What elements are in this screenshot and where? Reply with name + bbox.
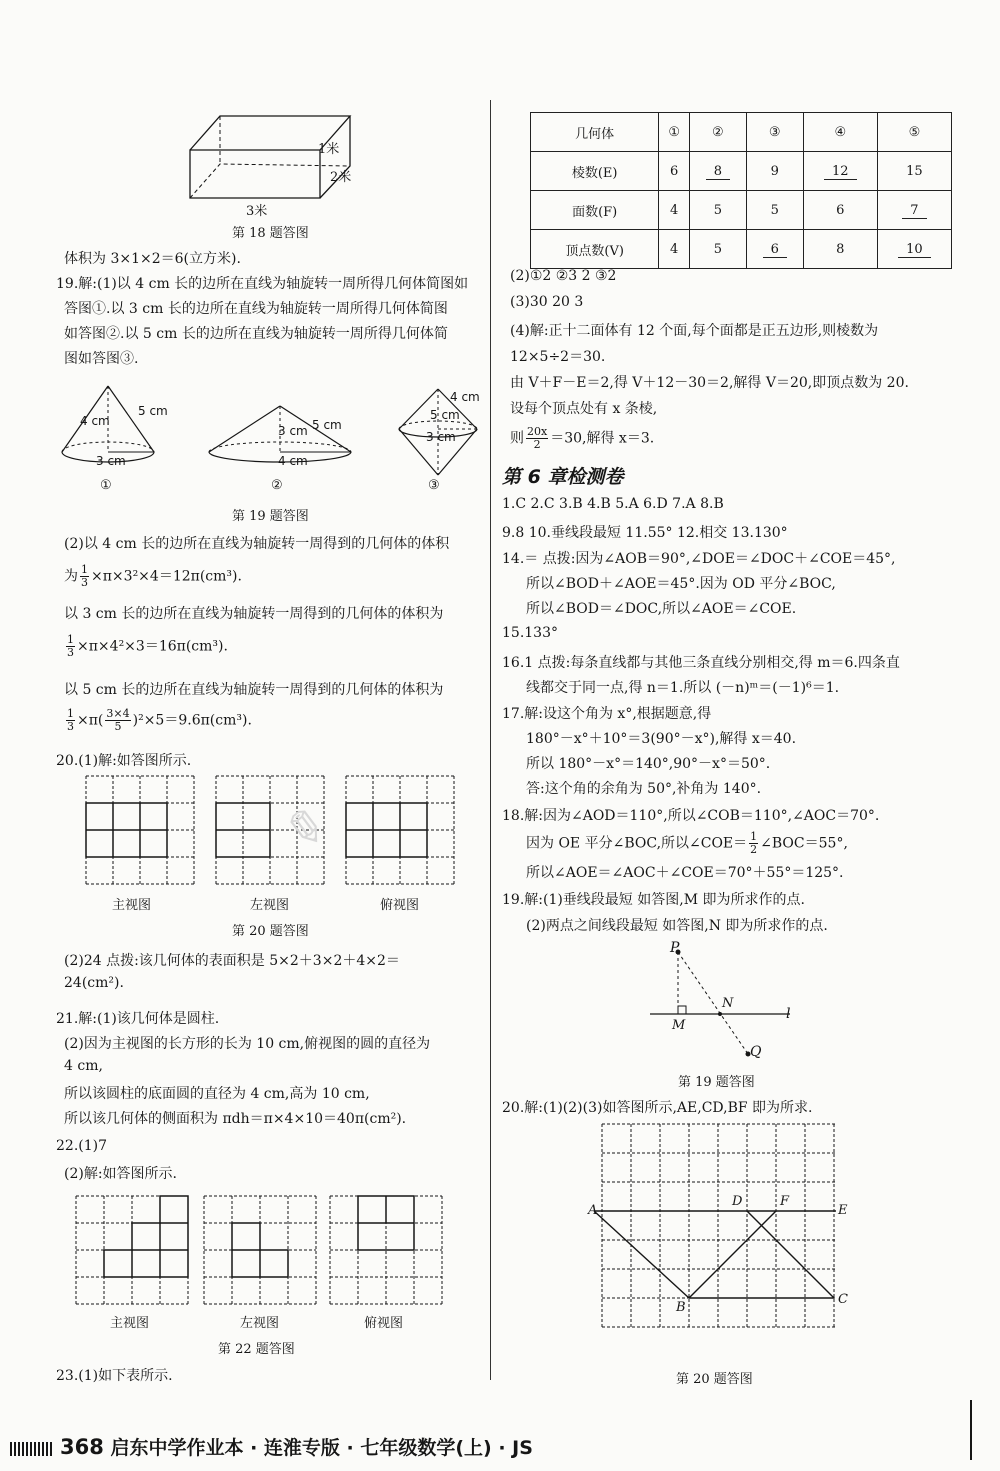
fig18-cuboid — [180, 110, 370, 220]
fig20-point-d: D — [732, 1194, 743, 1209]
fig18-label-1m: 1米 — [318, 142, 340, 157]
ch6-a16b: 线都交于同一点,得 n＝1.所以 (－n)ᵐ＝(－1)⁶＝1. — [526, 680, 840, 696]
fig18-caption: 第 18 题答图 — [232, 226, 309, 241]
table-cell: 5 — [689, 191, 746, 230]
r23-l3: (4)解:正十二面体有 12 个面,每个面都是正五边形,则棱数为 — [510, 323, 879, 339]
column-divider — [490, 100, 491, 1380]
table-cell: 8 — [689, 152, 746, 191]
r23-l7: 则 $\frac{20x}{2}$ ＝30,解得 x＝3. — [510, 425, 655, 451]
background-watermark: ✎ — [280, 800, 332, 858]
q22-left-view — [204, 1196, 318, 1308]
q21-l1: 21.解:(1)该几何体是圆柱. — [56, 1011, 220, 1027]
table-cell: 5 — [689, 230, 746, 269]
r23-l2: (3)30 20 3 — [510, 294, 584, 310]
q19-line3: 如答图②.以 5 cm 长的边所在直线为轴旋转一周所得几何体简 — [64, 326, 448, 342]
fig19-cone2 — [205, 402, 355, 482]
cone1-side: 5 cm — [138, 404, 168, 418]
ch6-a17c: 所以 180°－x°＝140°,90°－x°＝50°. — [526, 756, 771, 772]
cone2-radius: 4 cm — [278, 454, 308, 468]
table-cell: 6 — [803, 191, 877, 230]
fig20-point-f: F — [780, 1194, 790, 1209]
ch6-a14b: 所以∠BOD＋∠AOE＝45°.因为 OD 平分∠BOC, — [526, 576, 836, 592]
q20-p2b: 24(cm²). — [64, 975, 124, 991]
ch6-a14a: 14.＝ 点拨:因为∠AOB＝90°,∠DOE＝∠DOC＋∠COE＝45°, — [502, 551, 896, 567]
q20-view-label-left: 左视图 — [250, 898, 290, 913]
fig19-line-l: l — [786, 1006, 791, 1022]
cone2-side: 5 cm — [312, 418, 342, 432]
page-number: 368 — [60, 1435, 104, 1459]
fig19-cone1 — [58, 382, 178, 492]
q19-line2: 答图①.以 3 cm 长的边所在直线为轴旋转一周所得几何体简图 — [64, 301, 448, 317]
q21-l2: (2)因为主视图的长方形的长为 10 cm,俯视图的圆的直径为 — [64, 1036, 431, 1052]
fig19-point-q: Q — [750, 1044, 762, 1060]
page-footer — [10, 1433, 533, 1460]
cone1-height: 4 cm — [80, 414, 110, 428]
q19-p2a: (2)以 4 cm 长的边所在直线为轴旋转一周得到的几何体的体积 — [64, 536, 450, 552]
fig19-point-m: M — [672, 1018, 686, 1033]
q22-view-label-top: 俯视图 — [364, 1316, 404, 1331]
q19-p2d: $\frac{1}{3}$ ×π×4²×3＝16π(cm³). — [67, 633, 228, 659]
table-row — [531, 113, 952, 152]
table-cell: 10 — [877, 230, 951, 269]
q20-view-label-top: 俯视图 — [380, 898, 420, 913]
q20-front-view — [86, 776, 196, 888]
ch6-a2: 9.8 10.垂线段最短 11.55° 12.相交 13.130° — [502, 525, 788, 541]
q21-l3: 4 cm, — [64, 1058, 103, 1074]
q19-p2f: $\frac{1}{3}$ ×π( $\frac{3\times 4}{5}$ )²×5＝9.6π(cm³). — [67, 707, 252, 733]
table-cell: ② — [689, 113, 746, 152]
q20-p2a: (2)24 点拨:该几何体的表面积是 5×2＋3×2＋4×2＝ — [64, 953, 400, 969]
ch6-a14c: 所以∠BOD＝∠DOC,所以∠AOE＝∠COE. — [526, 601, 797, 617]
cone2-number: ② — [271, 478, 283, 493]
table-cell: 4 — [659, 191, 690, 230]
q20-caption: 第 20 题答图 — [232, 924, 309, 939]
q22-front-view — [76, 1196, 190, 1308]
q22-top-view — [330, 1196, 444, 1308]
table-cell: 8 — [803, 230, 877, 269]
fig19-caption: 第 19 题答图 — [232, 509, 309, 524]
q22-caption: 第 22 题答图 — [218, 1342, 295, 1357]
fig20-point-a: A — [588, 1203, 598, 1218]
table-row — [531, 152, 952, 191]
q20-top-view — [346, 776, 456, 888]
cone3-mid: 5 cm — [430, 408, 460, 422]
table-cell: 6 — [746, 230, 803, 269]
book-title: 启东中学作业本 · 连淮专版 · 七年级数学(上) · JS — [110, 1437, 533, 1459]
chapter6-heading: 第 6 章检测卷 — [502, 466, 624, 488]
ch6-a15: 15.133° — [502, 625, 558, 641]
r23-l6: 设每个顶点处有 x 条棱, — [510, 401, 658, 417]
table-cell: 6 — [659, 152, 690, 191]
q20-head: 20.(1)解:如答图所示. — [56, 753, 192, 769]
q19-p2e: 以 5 cm 长的边所在直线为轴旋转一周得到的几何体的体积为 — [64, 682, 444, 698]
table-cell: ③ — [746, 113, 803, 152]
ch6-a18c: 所以∠AOE＝∠AOC＋∠COE＝70°＋55°＝125°. — [526, 865, 844, 881]
q19-p2b: 为 $\frac{1}{3}$ ×π×3²×4＝12π(cm³). — [64, 563, 242, 589]
ch6-a19a: 19.解:(1)垂线段最短 如答图,M 即为所求作的点. — [502, 892, 805, 908]
fig19-point-n: N — [722, 996, 734, 1011]
table-row — [531, 230, 952, 269]
q21-l4: 所以该圆柱的底面圆的直径为 4 cm,高为 10 cm, — [64, 1086, 370, 1102]
ch6-a19b: (2)两点之间线段最短 如答图,N 即为所求作的点. — [526, 918, 828, 934]
p18-volume: 体积为 3×1×2＝6(立方米). — [64, 251, 241, 267]
table-cell: ⑤ — [877, 113, 951, 152]
ch6-a20: 20.解:(1)(2)(3)如答图所示,AE,CD,BF 即为所求. — [502, 1100, 813, 1116]
r23-l5: 由 V＋F－E＝2,得 V＋12－30＝2,解得 V＝20,即顶点数为 20. — [510, 375, 909, 391]
table-cell: 12 — [803, 152, 877, 191]
cone3-top: 4 cm — [450, 390, 480, 404]
cone2-height: 3 cm — [278, 424, 308, 438]
r23-l4: 12×5÷2＝30. — [510, 349, 606, 365]
ch6-a17d: 答:这个角的余角为 50°,补角为 140°. — [526, 781, 762, 797]
cone1-radius: 3 cm — [96, 454, 126, 468]
ch6-a1: 1.C 2.C 3.B 4.B 5.A 6.D 7.A 8.B — [502, 496, 724, 512]
table-cell: 15 — [877, 152, 951, 191]
ch6-a18b: 因为 OE 平分∠BOC,所以∠COE＝ $\frac{1}{2}$ ∠BOC＝55°, — [526, 830, 848, 856]
q21-l5: 所以该几何体的侧面积为 πdh＝π×4×10＝40π(cm²). — [64, 1111, 407, 1127]
table-cell: 5 — [746, 191, 803, 230]
ch6-fig19 — [640, 940, 800, 1070]
ch6-fig20 — [600, 1122, 840, 1338]
table-cell: 面数(F) — [531, 191, 659, 230]
cone3-bottom: 3 cm — [426, 430, 456, 444]
q22-view-label-left: 左视图 — [240, 1316, 280, 1331]
page-edge-mark — [970, 1400, 972, 1460]
table-row — [531, 191, 952, 230]
table-cell: ④ — [803, 113, 877, 152]
q19-line1: 19.解:(1)以 4 cm 长的边所在直线为轴旋转一周所得几何体简图如 — [56, 276, 469, 292]
q23-l1: 23.(1)如下表所示. — [56, 1368, 173, 1384]
polyhedron-table — [530, 112, 952, 269]
table-cell: 9 — [746, 152, 803, 191]
q19-p2c: 以 3 cm 长的边所在直线为轴旋转一周得到的几何体的体积为 — [64, 606, 444, 622]
q22-view-label-front: 主视图 — [110, 1316, 150, 1331]
q19-line4: 图如答图③. — [64, 351, 139, 367]
cone3-number: ③ — [428, 478, 440, 493]
table-cell: 几何体 — [531, 113, 659, 152]
fig20-point-e: E — [838, 1203, 848, 1218]
table-cell: 4 — [659, 230, 690, 269]
ch6-a17b: 180°－x°＋10°＝3(90°－x°),解得 x＝40. — [526, 731, 797, 747]
r23-l1: (2)①2 ②3 2 ③2 — [510, 268, 617, 284]
fig18-label-2m: 2米 — [330, 170, 352, 185]
ch6-fig19-caption: 第 19 题答图 — [678, 1075, 755, 1090]
fig18-label-3m: 3米 — [246, 204, 268, 219]
fig19-point-p: P — [670, 940, 680, 956]
q22-l1: 22.(1)7 — [56, 1138, 108, 1154]
cone1-number: ① — [100, 478, 112, 493]
q20-view-label-front: 主视图 — [112, 898, 152, 913]
ch6-a18a: 18.解:因为∠AOD＝110°,所以∠COB＝110°,∠AOC＝70°. — [502, 808, 880, 824]
table-cell: 棱数(E) — [531, 152, 659, 191]
footer-pattern-icon — [10, 1442, 54, 1456]
table-cell: ① — [659, 113, 690, 152]
ch6-a17a: 17.解:设这个角为 x°,根据题意,得 — [502, 706, 712, 722]
table-cell: 顶点数(V) — [531, 230, 659, 269]
table-cell: 7 — [877, 191, 951, 230]
ch6-a16a: 16.1 点拨:每条直线都与其他三条直线分别相交,得 m＝6.四条直 — [502, 655, 900, 671]
fig20-point-b: B — [676, 1300, 686, 1315]
ch6-fig20-caption: 第 20 题答图 — [676, 1372, 753, 1387]
fig20-point-c: C — [838, 1292, 848, 1307]
q22-l2: (2)解:如答图所示. — [64, 1166, 177, 1182]
